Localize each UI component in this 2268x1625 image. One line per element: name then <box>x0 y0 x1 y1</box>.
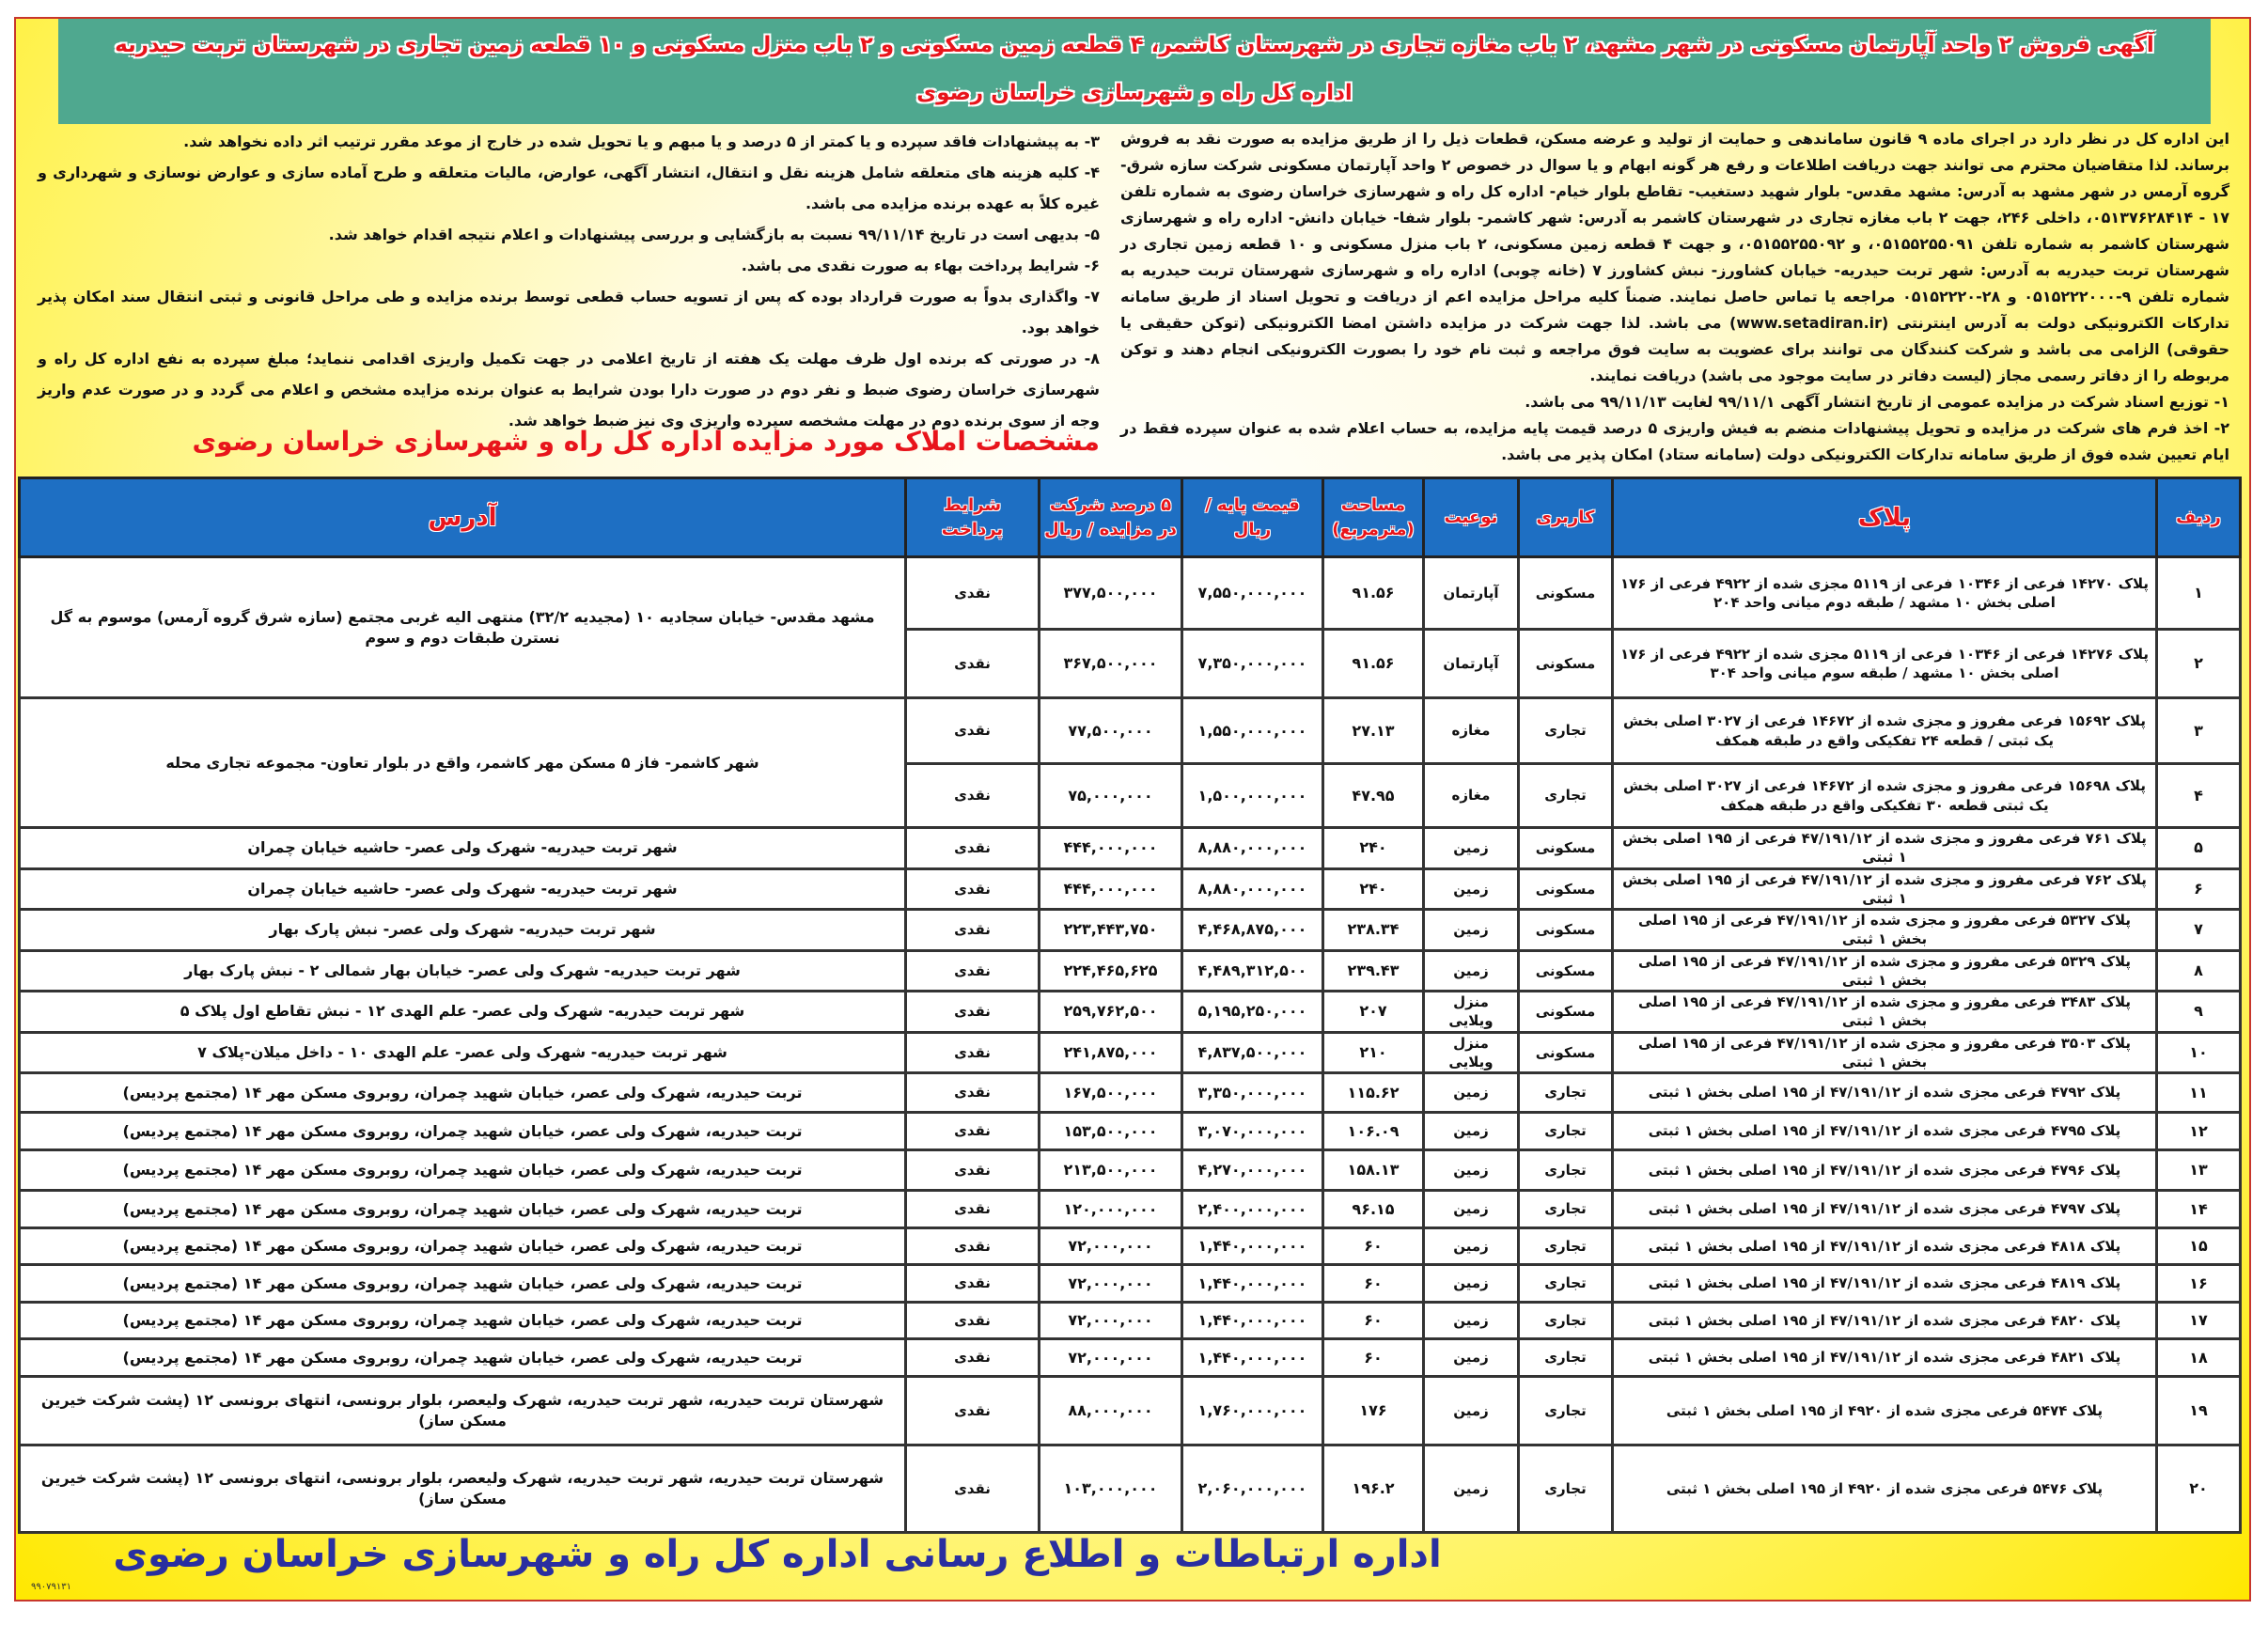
table-row <box>20 1113 2241 1150</box>
cell-payment: نقدی <box>906 764 1040 828</box>
cell-plak: پلاک ۵۳۲۷ فرعی مفروز و مجزی شده از ۴۷/۱۹۱/۱۲ فرعی از ۱۹۵ اصلی بخش ۱ ثبتی <box>1613 910 2157 951</box>
cell-usage: تجاری <box>1519 1265 1613 1303</box>
cell-row-number: ۸ <box>2157 950 2241 992</box>
cell-payment: نقدی <box>906 910 1040 951</box>
cell-plak: پلاک ۱۵۶۹۸ فرعی مفروز و مجزی شده از ۱۴۶۷۲ فرعی از ۳۰۲۷ اصلی بخش یک ثبتی قطعه ۳۰ تفکیکی واقع در طبقه همکف <box>1613 764 2157 828</box>
cell-address: شهرستان تربت حیدریه، شهر تربت حیدریه، شهرک ولیعصر، بلوار برونسی، انتهای برونسی ۱۲ (پشت شرکت خیرین مسکن ساز) <box>20 1377 906 1445</box>
cell-deposit: ۷۲,۰۰۰,۰۰۰ <box>1040 1265 1182 1303</box>
cell-deposit: ۲۲۴,۴۶۵,۶۲۵ <box>1040 950 1182 992</box>
cell-deposit: ۳۷۷,۵۰۰,۰۰۰ <box>1040 557 1182 630</box>
table-row <box>20 1073 2241 1113</box>
header-row-number: ردیف <box>2157 478 2241 557</box>
cell-area: ۱۷۶ <box>1323 1377 1424 1445</box>
cell-payment: نقدی <box>906 1113 1040 1150</box>
cell-plak: پلاک ۷۶۱ فرعی مفروز و مجزی شده از ۴۷/۱۹۱/۱۲ فرعی از ۱۹۵ اصلی بخش ۱ ثبتی <box>1613 828 2157 869</box>
cell-payment: نقدی <box>906 1445 1040 1533</box>
header-area: مساحت (مترمربع) <box>1323 478 1424 557</box>
table-row <box>20 1377 2241 1445</box>
cell-payment: نقدی <box>906 1032 1040 1073</box>
cell-base-price: ۱,۷۶۰,۰۰۰,۰۰۰ <box>1182 1377 1323 1445</box>
cell-plak: پلاک ۴۸۱۸ فرعی مجزی شده از ۴۷/۱۹۱/۱۲ از ۱۹۵ اصلی بخش ۱ ثبتی <box>1613 1228 2157 1265</box>
cell-type: زمین <box>1424 828 1519 869</box>
cell-base-price: ۴,۴۶۸,۸۷۵,۰۰۰ <box>1182 910 1323 951</box>
cell-base-price: ۱,۴۴۰,۰۰۰,۰۰۰ <box>1182 1339 1323 1377</box>
cell-row-number: ۲۰ <box>2157 1445 2241 1533</box>
cell-plak: پلاک ۴۸۲۱ فرعی مجزی شده از ۴۷/۱۹۱/۱۲ از ۱۹۵ اصلی بخش ۱ ثبتی <box>1613 1339 2157 1377</box>
cell-address: شهر تربت حیدریه- شهرک ولی عصر- حاشیه خیابان چمران <box>20 868 906 910</box>
footer-band <box>16 1505 2249 1601</box>
cell-deposit: ۱۵۳,۵۰۰,۰۰۰ <box>1040 1113 1182 1150</box>
cell-area: ۲۰۷ <box>1323 992 1424 1033</box>
cell-type: زمین <box>1424 1303 1519 1339</box>
cell-address: شهر تربت حیدریه- شهرک ولی عصر- علم الهدی ۱۰ - داخل میلان-پلاک ۷ <box>20 1032 906 1073</box>
table-row <box>20 868 2241 910</box>
cell-plak: پلاک ۵۳۲۹ فرعی مفروز و مجزی شده از ۴۷/۱۹۱/۱۲ فرعی از ۱۹۵ اصلی بخش ۱ ثبتی <box>1613 950 2157 992</box>
cell-deposit: ۲۱۳,۵۰۰,۰۰۰ <box>1040 1150 1182 1191</box>
cell-area: ۱۰۶.۰۹ <box>1323 1113 1424 1150</box>
cell-plak: پلاک ۳۴۸۳ فرعی مفروز و مجزی شده از ۴۷/۱۹۱/۱۲ فرعی از ۱۹۵ اصلی بخش ۱ ثبتی <box>1613 992 2157 1033</box>
header-deposit: ۵ درصد شرکت در مزایده / ریال <box>1040 478 1182 557</box>
cell-area: ۲۳۹.۴۳ <box>1323 950 1424 992</box>
cell-usage: مسکونی <box>1519 950 1613 992</box>
cell-base-price: ۴,۲۷۰,۰۰۰,۰۰۰ <box>1182 1150 1323 1191</box>
header-base-price: قیمت پایه / ریال <box>1182 478 1323 557</box>
cell-plak: پلاک ۷۶۲ فرعی مفروز و مجزی شده از ۴۷/۱۹۱/۱۲ فرعی از ۱۹۵ اصلی بخش ۱ ثبتی <box>1613 868 2157 910</box>
cell-address: تربت حیدریه، شهرک ولی عصر، خیابان شهید چمران، روبروی مسکن مهر ۱۴ (مجتمع پردیس) <box>20 1191 906 1228</box>
cell-row-number: ۳ <box>2157 698 2241 764</box>
cell-area: ۱۵۸.۱۳ <box>1323 1150 1424 1191</box>
cell-area: ۲۳۸.۳۴ <box>1323 910 1424 951</box>
cell-usage: مسکونی <box>1519 1032 1613 1073</box>
cell-usage: تجاری <box>1519 1445 1613 1533</box>
intro-right-column <box>1120 126 2229 468</box>
cell-base-price: ۱,۵۰۰,۰۰۰,۰۰۰ <box>1182 764 1323 828</box>
table-row <box>20 1032 2241 1073</box>
cell-type: زمین <box>1424 1445 1519 1533</box>
table-header-row <box>20 478 2241 557</box>
cell-row-number: ۱۴ <box>2157 1191 2241 1228</box>
cell-deposit: ۲۴۱,۸۷۵,۰۰۰ <box>1040 1032 1182 1073</box>
cell-base-price: ۸,۸۸۰,۰۰۰,۰۰۰ <box>1182 868 1323 910</box>
cell-payment: نقدی <box>906 1150 1040 1191</box>
cell-deposit: ۱۶۷,۵۰۰,۰۰۰ <box>1040 1073 1182 1113</box>
condition-5: ۵- بدیهی است در تاریخ ۹۹/۱۱/۱۴ نسبت به بازگشایی و بررسی پیشنهادات و اعلام نتیجه اقدام خواهد شد. <box>328 226 1100 243</box>
cell-base-price: ۲,۰۶۰,۰۰۰,۰۰۰ <box>1182 1445 1323 1533</box>
cell-area: ۶۰ <box>1323 1339 1424 1377</box>
table-row <box>20 698 2241 764</box>
table-row <box>20 1265 2241 1303</box>
cell-payment: نقدی <box>906 1265 1040 1303</box>
cell-deposit: ۳۶۷,۵۰۰,۰۰۰ <box>1040 630 1182 698</box>
cell-payment: نقدی <box>906 992 1040 1033</box>
cell-deposit: ۱۲۰,۰۰۰,۰۰۰ <box>1040 1191 1182 1228</box>
cell-payment: نقدی <box>906 950 1040 992</box>
cell-base-price: ۱,۴۴۰,۰۰۰,۰۰۰ <box>1182 1303 1323 1339</box>
cell-row-number: ۱۸ <box>2157 1339 2241 1377</box>
cell-plak: پلاک ۳۵۰۳ فرعی مفروز و مجزی شده از ۴۷/۱۹۱/۱۲ فرعی از ۱۹۵ اصلی بخش ۱ ثبتی <box>1613 1032 2157 1073</box>
cell-address: شهر تربت حیدریه- شهرک ولی عصر- خیابان بهار شمالی ۲ - نبش پارک بهار <box>20 950 906 992</box>
cell-row-number: ۱۵ <box>2157 1228 2241 1265</box>
cell-usage: مسکونی <box>1519 910 1613 951</box>
cell-deposit: ۷۲,۰۰۰,۰۰۰ <box>1040 1228 1182 1265</box>
cell-type: مغازه <box>1424 764 1519 828</box>
condition-8: ۸- در صورتی که برنده اول ظرف مهلت یک هفته از تاریخ اعلامی در جهت تکمیل واریزی اقدامی ننماید؛ مبلغ سپرده به نفع اداره کل راه و شهرسازی خراسان رضوی ضبط و نفر دوم در صورت دارا بودن شرایط به عنوان برنده مزایده مشخص و اعلام می گردد و در صورت عدم واریز وجه از سوی برنده دوم در مهلت مشخصه سپرده واریزی وی نیز ضبط خواهد شد. <box>38 350 1100 430</box>
cell-address: شهر تربت حیدریه- شهرک ولی عصر- نبش پارک بهار <box>20 910 906 951</box>
section-heading: مشخصات املاک مورد مزایده اداره کل راه و شهرسازی خراسان رضوی <box>192 426 1100 457</box>
table-row <box>20 1339 2241 1377</box>
cell-deposit: ۴۴۴,۰۰۰,۰۰۰ <box>1040 828 1182 869</box>
cell-area: ۲۱۰ <box>1323 1032 1424 1073</box>
cell-usage: مسکونی <box>1519 992 1613 1033</box>
table-row <box>20 910 2241 951</box>
cell-usage: تجاری <box>1519 698 1613 764</box>
title-band <box>58 19 2211 124</box>
cell-row-number: ۹ <box>2157 992 2241 1033</box>
ad-title: آگهی فروش ۲ واحد آپارتمان مسکونی در شهر مشهد، ۲ باب مغازه تجاری در شهرستان کاشمر، ۴ قطعه زمین مسکونی و ۲ باب منزل مسکونی و ۱۰ قطعه زمین تجاری در شهرستان تربت حیدریه <box>115 33 2154 57</box>
condition-1: ۱- توزیع اسناد شرکت در مزایده عمومی از تاریخ انتشار آگهی ۹۹/۱۱/۱ لغایت ۹۹/۱۱/۱۳ می باشد. <box>1525 393 2229 411</box>
condition-4: ۴- کلیه هزینه های متعلقه شامل هزینه نقل و انتقال، انتشار آگهی، عوارض، مالیات متعلقه و طرح آماده سازی و عوارض نوسازی و شهرداری و غیره کلاً به عهده برنده مزایده می باشد. <box>38 164 1100 212</box>
cell-area: ۹۶.۱۵ <box>1323 1191 1424 1228</box>
cell-address: تربت حیدریه، شهرک ولی عصر، خیابان شهید چمران، روبروی مسکن مهر ۱۴ (مجتمع پردیس) <box>20 1113 906 1150</box>
cell-plak: پلاک ۱۵۶۹۲ فرعی مفروز و مجزی شده از ۱۴۶۷۲ فرعی از ۳۰۲۷ اصلی بخش یک ثبتی / قطعه ۲۴ تفکیکی واقع در طبقه همکف <box>1613 698 2157 764</box>
cell-base-price: ۱,۴۴۰,۰۰۰,۰۰۰ <box>1182 1228 1323 1265</box>
cell-row-number: ۵ <box>2157 828 2241 869</box>
cell-usage: تجاری <box>1519 1303 1613 1339</box>
condition-7: ۷- واگذاری بدواً به صورت قرارداد بوده که پس از تسویه حساب قطعی توسط برنده مزایده و طی مراحل قانونی و ثبتی انتقال سند امکان پذیر خواهد بود. <box>38 288 1100 336</box>
cell-usage: تجاری <box>1519 1073 1613 1113</box>
cell-deposit: ۲۲۳,۴۴۳,۷۵۰ <box>1040 910 1182 951</box>
cell-area: ۲۴۰ <box>1323 828 1424 869</box>
cell-payment: نقدی <box>906 1303 1040 1339</box>
cell-usage: تجاری <box>1519 1113 1613 1150</box>
cell-area: ۶۰ <box>1323 1303 1424 1339</box>
cell-row-number: ۷ <box>2157 910 2241 951</box>
cell-address: تربت حیدریه، شهرک ولی عصر، خیابان شهید چمران، روبروی مسکن مهر ۱۴ (مجتمع پردیس) <box>20 1265 906 1303</box>
cell-base-price: ۸,۸۸۰,۰۰۰,۰۰۰ <box>1182 828 1323 869</box>
cell-row-number: ۶ <box>2157 868 2241 910</box>
intro-left-column <box>38 126 1100 436</box>
cell-type: زمین <box>1424 1265 1519 1303</box>
table-row <box>20 557 2241 630</box>
cell-payment: نقدی <box>906 1377 1040 1445</box>
cell-type: زمین <box>1424 1150 1519 1191</box>
cell-deposit: ۷۲,۰۰۰,۰۰۰ <box>1040 1339 1182 1377</box>
cell-deposit: ۷۵,۰۰۰,۰۰۰ <box>1040 764 1182 828</box>
cell-usage: تجاری <box>1519 1150 1613 1191</box>
cell-type: آپارتمان <box>1424 630 1519 698</box>
cell-type: زمین <box>1424 868 1519 910</box>
cell-payment: نقدی <box>906 1073 1040 1113</box>
cell-base-price: ۷,۳۵۰,۰۰۰,۰۰۰ <box>1182 630 1323 698</box>
table-row <box>20 1191 2241 1228</box>
cell-type: زمین <box>1424 950 1519 992</box>
cell-type: زمین <box>1424 1377 1519 1445</box>
cell-row-number: ۱ <box>2157 557 2241 630</box>
header-payment: شرایط پرداخت <box>906 478 1040 557</box>
cell-row-number: ۱۹ <box>2157 1377 2241 1445</box>
cell-row-number: ۴ <box>2157 764 2241 828</box>
cell-plak: پلاک ۱۴۲۷۶ فرعی از ۱۰۳۴۶ فرعی از ۵۱۱۹ مجزی شده از ۴۹۲۲ فرعی از ۱۷۶ اصلی بخش ۱۰ مشهد / طبقه سوم میانی واحد ۳۰۴ <box>1613 630 2157 698</box>
cell-usage: تجاری <box>1519 1228 1613 1265</box>
table-row <box>20 950 2241 992</box>
cell-row-number: ۱۲ <box>2157 1113 2241 1150</box>
cell-area: ۱۱۵.۶۲ <box>1323 1073 1424 1113</box>
cell-address: شهر کاشمر- فاز ۵ مسکن مهر کاشمر، واقع در بلوار تعاون- مجموعه تجاری محله <box>20 698 906 828</box>
cell-plak: پلاک ۵۴۷۴ فرعی مجزی شده از ۴۹۲۰ از ۱۹۵ اصلی بخش ۱ ثبتی <box>1613 1377 2157 1445</box>
cell-deposit: ۱۰۳,۰۰۰,۰۰۰ <box>1040 1445 1182 1533</box>
cell-type: زمین <box>1424 1191 1519 1228</box>
cell-row-number: ۱۳ <box>2157 1150 2241 1191</box>
cell-row-number: ۲ <box>2157 630 2241 698</box>
cell-plak: پلاک ۴۸۲۰ فرعی مجزی شده از ۴۷/۱۹۱/۱۲ از ۱۹۵ اصلی بخش ۱ ثبتی <box>1613 1303 2157 1339</box>
cell-type: زمین <box>1424 1073 1519 1113</box>
cell-payment: نقدی <box>906 1339 1040 1377</box>
cell-address: تربت حیدریه، شهرک ولی عصر، خیابان شهید چمران، روبروی مسکن مهر ۱۴ (مجتمع پردیس) <box>20 1150 906 1191</box>
cell-address: تربت حیدریه، شهرک ولی عصر، خیابان شهید چمران، روبروی مسکن مهر ۱۴ (مجتمع پردیس) <box>20 1073 906 1113</box>
cell-type: آپارتمان <box>1424 557 1519 630</box>
cell-type: زمین <box>1424 1339 1519 1377</box>
cell-base-price: ۴,۴۸۹,۳۱۲,۵۰۰ <box>1182 950 1323 992</box>
cell-base-price: ۱,۵۵۰,۰۰۰,۰۰۰ <box>1182 698 1323 764</box>
cell-usage: تجاری <box>1519 764 1613 828</box>
cell-address: شهرستان تربت حیدریه، شهر تربت حیدریه، شهرک ولیعصر، بلوار برونسی، انتهای برونسی ۱۲ (پشت شرکت خیرین مسکن ساز) <box>20 1445 906 1533</box>
cell-usage: تجاری <box>1519 1339 1613 1377</box>
cell-plak: پلاک ۴۷۹۵ فرعی مجزی شده از ۴۷/۱۹۱/۱۲ از ۱۹۵ اصلی بخش ۱ ثبتی <box>1613 1113 2157 1150</box>
cell-area: ۹۱.۵۶ <box>1323 557 1424 630</box>
cell-plak: پلاک ۴۸۱۹ فرعی مجزی شده از ۴۷/۱۹۱/۱۲ از ۱۹۵ اصلی بخش ۱ ثبتی <box>1613 1265 2157 1303</box>
cell-base-price: ۱,۴۴۰,۰۰۰,۰۰۰ <box>1182 1265 1323 1303</box>
cell-type: مغازه <box>1424 698 1519 764</box>
cell-usage: مسکونی <box>1519 557 1613 630</box>
cell-usage: تجاری <box>1519 1191 1613 1228</box>
footer-publisher: اداره ارتباطات و اطلاع رسانی اداره کل راه و شهرسازی خراسان رضوی <box>113 1533 1442 1576</box>
cell-area: ۹۱.۵۶ <box>1323 630 1424 698</box>
cell-usage: مسکونی <box>1519 630 1613 698</box>
condition-3: ۳- به پیشنهادات فاقد سپرده و یا کمتر از ۵ درصد و یا مبهم و یا تحویل شده در خارج از موعد مقرر ترتیب اثر داده نخواهد شد. <box>183 133 1100 150</box>
condition-6: ۶- شرایط پرداخت بهاء به صورت نقدی می باشد. <box>741 257 1100 274</box>
cell-type: زمین <box>1424 910 1519 951</box>
cell-payment: نقدی <box>906 698 1040 764</box>
cell-area: ۲۴۰ <box>1323 868 1424 910</box>
cell-type: منزل ویلایی <box>1424 992 1519 1033</box>
cell-type: زمین <box>1424 1228 1519 1265</box>
cell-payment: نقدی <box>906 630 1040 698</box>
cell-address: مشهد مقدس- خیابان سجادیه ۱۰ (مجیدیه ۳۲/۲) منتهی الیه غربی مجتمع (سازه شرق گروه آرمس) موسوم به گل نسترن طبقات دوم و سوم <box>20 557 906 698</box>
cell-plak: پلاک ۵۴۷۶ فرعی مجزی شده از ۴۹۲۰ از ۱۹۵ اصلی بخش ۱ ثبتی <box>1613 1445 2157 1533</box>
table-row <box>20 992 2241 1033</box>
cell-area: ۴۷.۹۵ <box>1323 764 1424 828</box>
table-row <box>20 1303 2241 1339</box>
cell-row-number: ۱۱ <box>2157 1073 2241 1113</box>
cell-row-number: ۱۶ <box>2157 1265 2241 1303</box>
cell-address: تربت حیدریه، شهرک ولی عصر، خیابان شهید چمران، روبروی مسکن مهر ۱۴ (مجتمع پردیس) <box>20 1228 906 1265</box>
table-row <box>20 1150 2241 1191</box>
cell-type: زمین <box>1424 1113 1519 1150</box>
cell-base-price: ۵,۱۹۵,۲۵۰,۰۰۰ <box>1182 992 1323 1033</box>
header-address: آدرس <box>20 478 906 557</box>
cell-row-number: ۱۰ <box>2157 1032 2241 1073</box>
ad-code: ۹۹۰۷۹۱۳۱ <box>31 1582 71 1592</box>
cell-usage: تجاری <box>1519 1377 1613 1445</box>
header-plak: پلاک <box>1613 478 2157 557</box>
cell-deposit: ۴۴۴,۰۰۰,۰۰۰ <box>1040 868 1182 910</box>
cell-payment: نقدی <box>906 557 1040 630</box>
cell-address: تربت حیدریه، شهرک ولی عصر، خیابان شهید چمران، روبروی مسکن مهر ۱۴ (مجتمع پردیس) <box>20 1339 906 1377</box>
cell-plak: پلاک ۱۴۲۷۰ فرعی از ۱۰۳۴۶ فرعی از ۵۱۱۹ مجزی شده از ۴۹۲۲ فرعی از ۱۷۶ اصلی بخش ۱۰ مشهد / طبقه دوم میانی واحد ۲۰۴ <box>1613 557 2157 630</box>
cell-base-price: ۷,۵۵۰,۰۰۰,۰۰۰ <box>1182 557 1323 630</box>
cell-row-number: ۱۷ <box>2157 1303 2241 1339</box>
cell-type: منزل ویلایی <box>1424 1032 1519 1073</box>
cell-deposit: ۷۲,۰۰۰,۰۰۰ <box>1040 1303 1182 1339</box>
cell-address: تربت حیدریه، شهرک ولی عصر، خیابان شهید چمران، روبروی مسکن مهر ۱۴ (مجتمع پردیس) <box>20 1303 906 1339</box>
cell-payment: نقدی <box>906 1228 1040 1265</box>
cell-payment: نقدی <box>906 1191 1040 1228</box>
properties-table <box>18 477 2242 1534</box>
cell-plak: پلاک ۴۷۹۲ فرعی مجزی شده از ۴۷/۱۹۱/۱۲ از ۱۹۵ اصلی بخش ۱ ثبتی <box>1613 1073 2157 1113</box>
cell-area: ۱۹۶.۲ <box>1323 1445 1424 1533</box>
ad-subtitle: اداره کل راه و شهرسازی خراسان رضوی <box>916 81 1353 105</box>
cell-plak: پلاک ۴۷۹۶ فرعی مجزی شده از ۴۷/۱۹۱/۱۲ از ۱۹۵ اصلی بخش ۱ ثبتی <box>1613 1150 2157 1191</box>
table-row <box>20 828 2241 869</box>
header-type: نوعیت <box>1424 478 1519 557</box>
cell-address: شهر تربت حیدریه- شهرک ولی عصر- حاشیه خیابان چمران <box>20 828 906 869</box>
cell-plak: پلاک ۴۷۹۷ فرعی مجزی شده از ۴۷/۱۹۱/۱۲ از ۱۹۵ اصلی بخش ۱ ثبتی <box>1613 1191 2157 1228</box>
table-row <box>20 1228 2241 1265</box>
cell-usage: مسکونی <box>1519 828 1613 869</box>
header-usage: کاربری <box>1519 478 1613 557</box>
intro-paragraph: این اداره کل در نظر دارد در اجرای ماده ۹ قانون ساماندهی و حمایت از تولید و عرضه مسکن، قطعات ذیل را از طریق مزایده به صورت نقد به فروش برساند. لذا متقاضیان محترم می توانند جهت دریافت اطلاعات و رفع هر گونه ابهام و یا سوال در خصوص ۲ واحد آپارتمان مسکونی شرکت سازه شرق- گروه آرمس در شهر مشهد به آدرس: مشهد مقدس- بلوار شهید دستغیب- تقاطع بلوار خیام- اداره کل راه و شهرسازی خراسان رضوی به شماره تلفن ۱۷ - ۰۵۱۳۷۶۲۸۴۱۴، داخلی ۲۴۶، جهت ۲ باب مغازه تجاری در شهرستان کاشمر به آدرس: شهر کاشمر- بلوار شفا- خیابان دانش- اداره راه و شهرسازی شهرستان کاشمر به شماره تلفن ۰۵۱۵۵۲۵۵۰۹۱، و ۰۵۱۵۵۲۵۵۰۹۲، و جهت ۴ قطعه زمین مسکونی، ۲ باب منزل مسکونی و ۱۰ قطعه زمین تجاری در شهرستان تربت حیدریه به آدرس: شهر تربت حیدریه- خیابان کشاورز- نبش کشاورز ۷ (خانه چوبی) اداره راه و شهرسازی شهرستان تربت حیدریه به شماره تلفن ۹-۰۵۱۵۲۲۲۰۰۰ و ۲۸-۰۵۱۵۲۲۲۰ مراجعه یا تماس حاصل نمایند. ضمناً کلیه مراحل مزایده اعم از دریافت و تحویل اسناد از طریق سامانه تدارکات الکترونیکی دولت به آدرس اینترنتی (www.setadiran.ir) می باشد. لذا جهت شرکت در مزایده داشتن امضا الکترونیکی (توکن حقیقی یا حقوقی) الزامی می باشد و شرکت کنندگان می توانند برای عضویت به سایت فوق مراجعه و ثبت نام خود را بصورت الکترونیکی انجام دهند و توکن مربوطه را از دفاتر رسمی مجاز (لیست دفاتر در سایت موجود می باشد) دریافت نمایند. <box>1120 130 2230 384</box>
cell-base-price: ۲,۴۰۰,۰۰۰,۰۰۰ <box>1182 1191 1323 1228</box>
cell-deposit: ۲۵۹,۷۶۲,۵۰۰ <box>1040 992 1182 1033</box>
cell-base-price: ۴,۸۳۷,۵۰۰,۰۰۰ <box>1182 1032 1323 1073</box>
cell-base-price: ۳,۰۷۰,۰۰۰,۰۰۰ <box>1182 1113 1323 1150</box>
cell-deposit: ۷۷,۵۰۰,۰۰۰ <box>1040 698 1182 764</box>
cell-address: شهر تربت حیدریه- شهرک ولی عصر- علم الهدی ۱۲ - نبش تقاطع اول پلاک ۵ <box>20 992 906 1033</box>
cell-deposit: ۸۸,۰۰۰,۰۰۰ <box>1040 1377 1182 1445</box>
cell-payment: نقدی <box>906 868 1040 910</box>
cell-payment: نقدی <box>906 828 1040 869</box>
condition-2: ۲- اخذ فرم های شرکت در مزایده و تحویل پیشنهادات منضم به فیش واریزی ۵ درصد قیمت پایه مزایده، به حساب اعلام شده به عنوان سپرده فقط در ایام تعیین شده فوق از طریق سامانه تدارکات الکترونیکی دولت (سامانه ستاد) امکان پذیر می باشد. <box>1120 419 2230 463</box>
cell-area: ۶۰ <box>1323 1265 1424 1303</box>
cell-base-price: ۳,۳۵۰,۰۰۰,۰۰۰ <box>1182 1073 1323 1113</box>
cell-area: ۶۰ <box>1323 1228 1424 1265</box>
cell-usage: مسکونی <box>1519 868 1613 910</box>
cell-area: ۲۷.۱۳ <box>1323 698 1424 764</box>
